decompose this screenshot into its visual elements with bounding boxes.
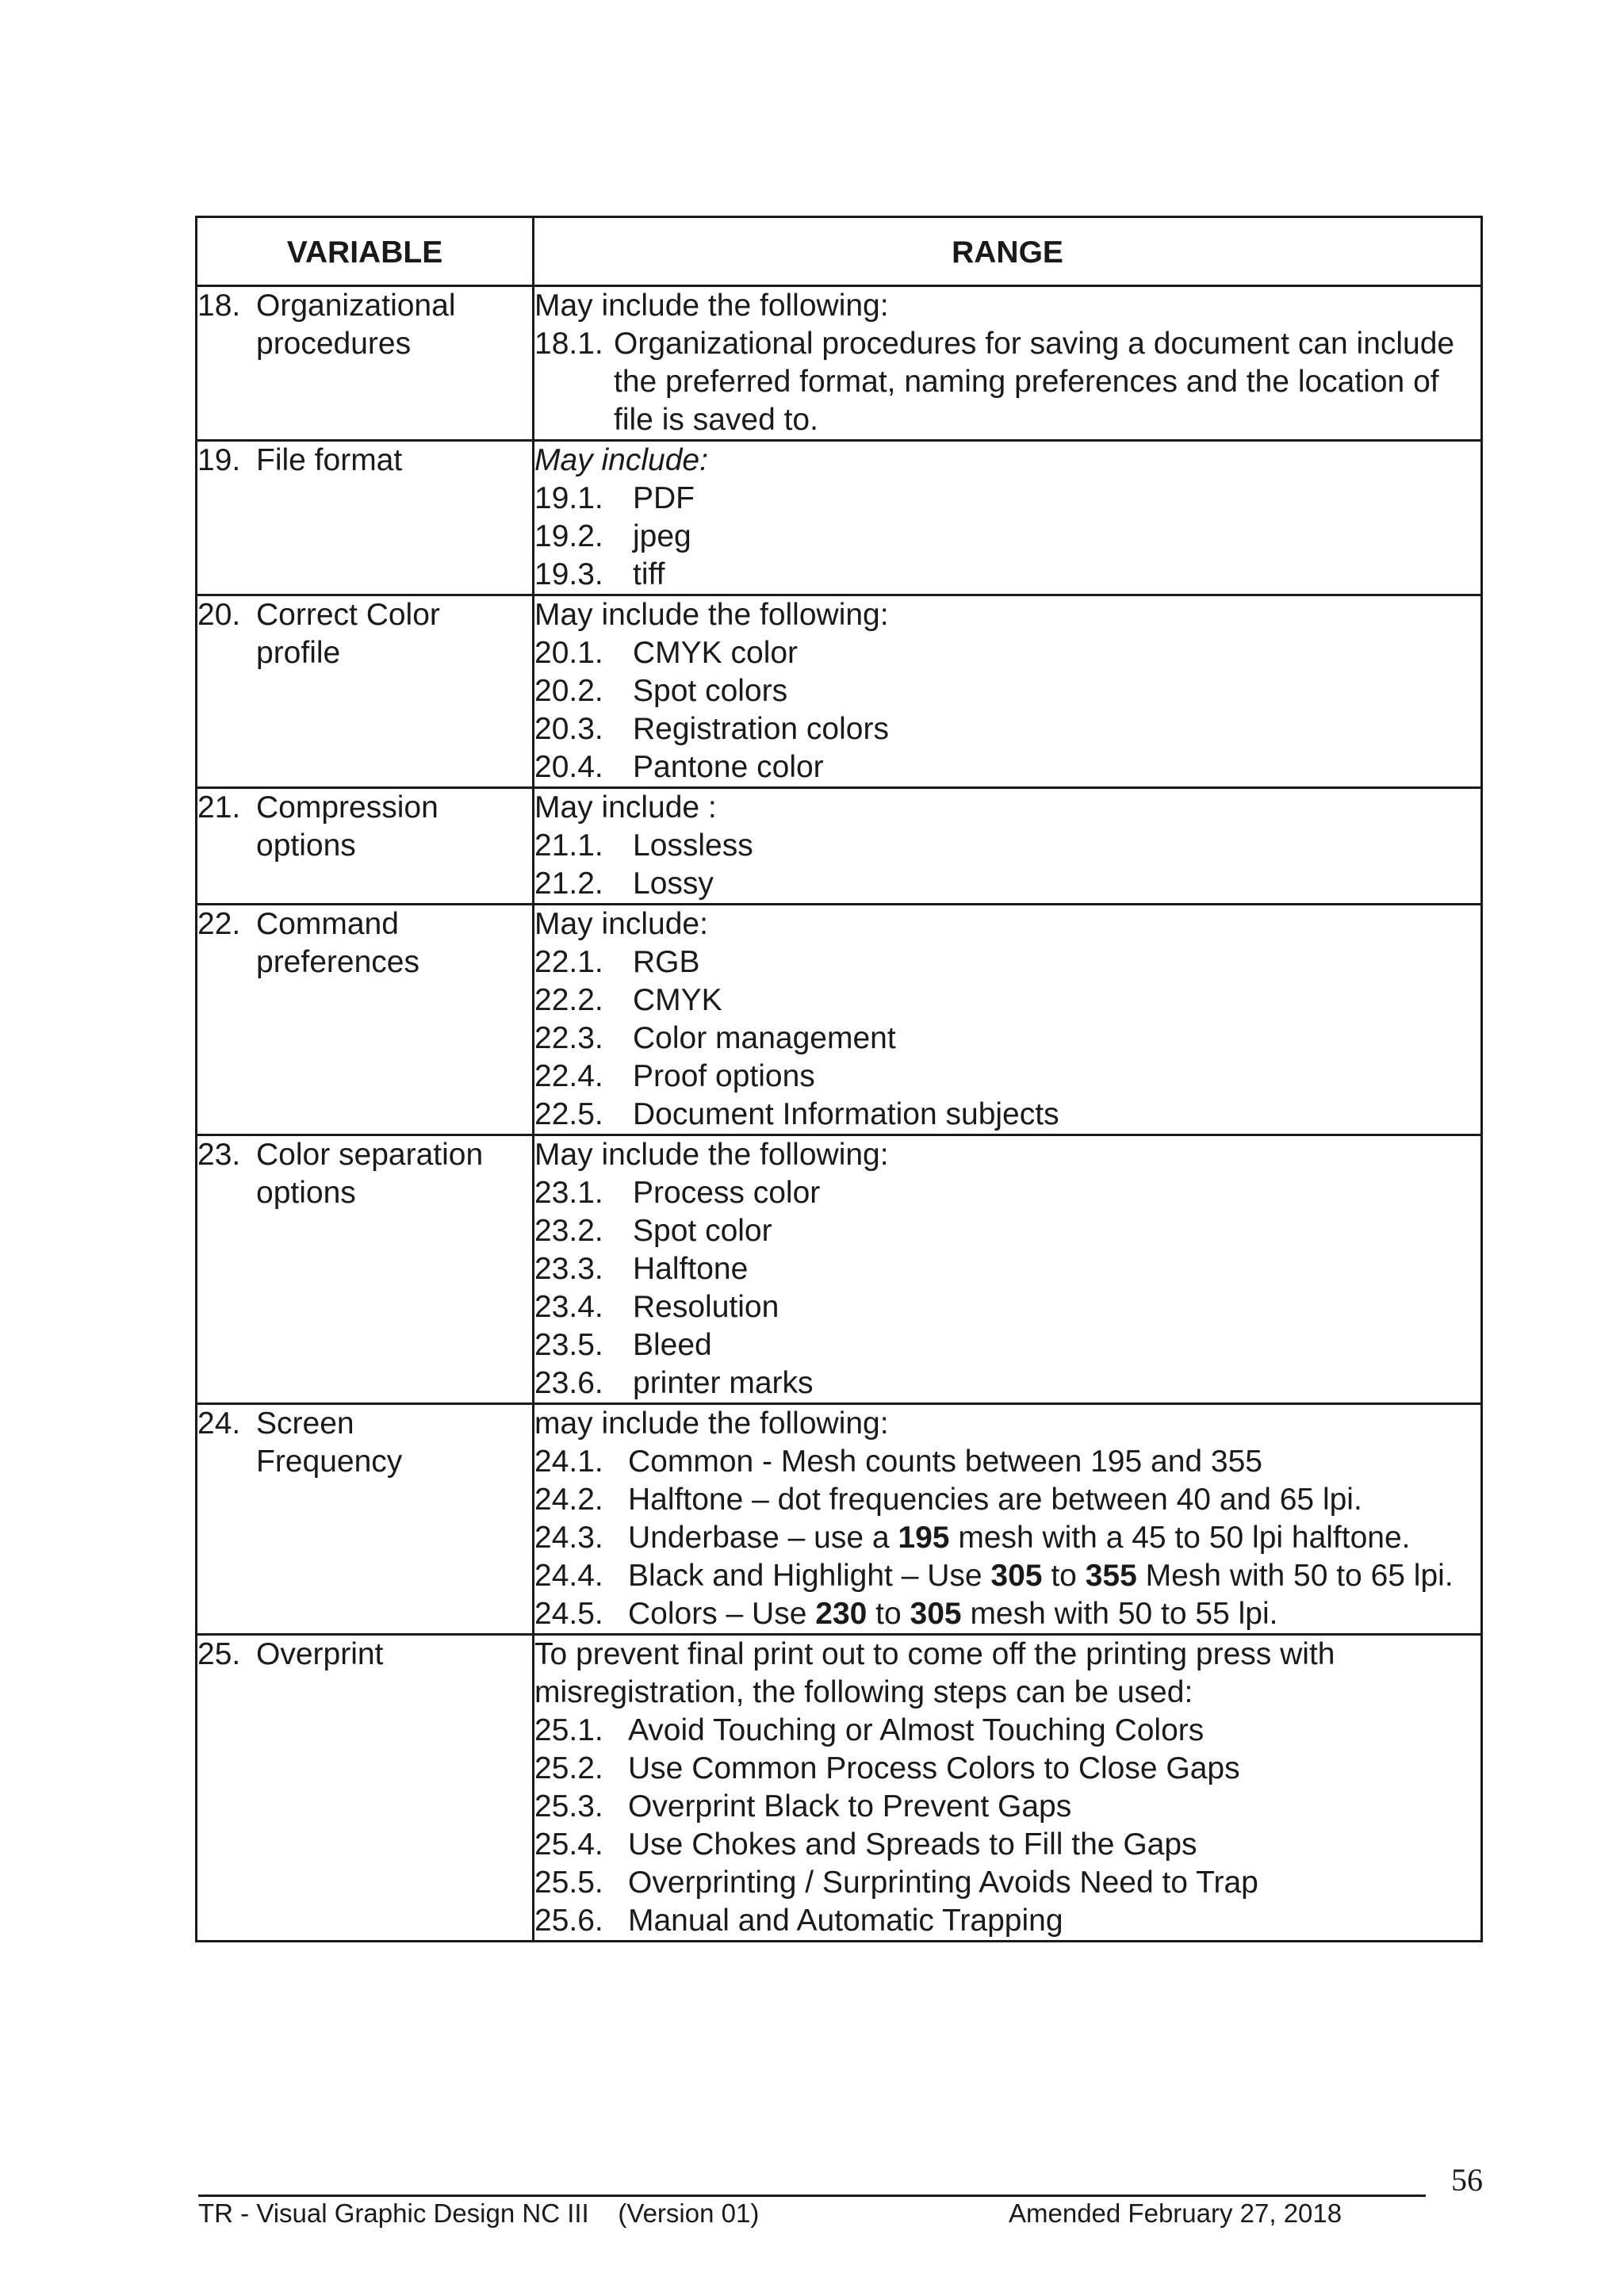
variable-cell: [197, 1635, 534, 1942]
range-item-text: Use Common Process Colors to Close Gaps: [628, 1751, 1240, 1785]
range-item-text: PDF: [633, 481, 695, 515]
range-item-text-part: Mesh with 50 to 65 lpi.: [1136, 1559, 1454, 1593]
variable-cell: [197, 1135, 534, 1404]
range-item-text: Pantone color: [633, 750, 824, 784]
variable-number: 18.: [197, 289, 241, 323]
range-cell: [534, 788, 1482, 905]
range-item-emphasis: 195: [898, 1521, 950, 1555]
footer-amended-date: Amended February 27, 2018: [1009, 2198, 1342, 2228]
range-item-number: 19.1.: [534, 481, 603, 515]
range-intro: May include the following:: [534, 598, 889, 632]
range-intro: To prevent final print out to come off the printing press with misregistration, the following steps can be used:: [534, 1637, 1335, 1709]
range-item-number: 24.3.: [534, 1521, 603, 1555]
range-item: [534, 1058, 1480, 1096]
range-item-text: [628, 1519, 1480, 1557]
range-item-text: Overprint Black to Prevent Gaps: [628, 1789, 1072, 1823]
range-item-text: Lossy: [633, 867, 714, 901]
range-item-number: 19.2.: [534, 519, 603, 553]
range-item-text-part: Black and Highlight – Use: [628, 1559, 991, 1593]
range-item-number: 21.2.: [534, 867, 603, 901]
range-item-text: Avoid Touching or Almost Touching Colors: [628, 1713, 1205, 1747]
range-intro: May include:: [534, 907, 708, 941]
range-item: [534, 982, 1480, 1020]
range-item: [534, 865, 1480, 903]
variable-name-line: Color separation: [256, 1138, 484, 1172]
range-item-number: 23.1.: [534, 1176, 603, 1210]
range-item-text: Organizational procedures for saving a document can include the preferred format, naming preferences and the location of file is saved to.: [614, 327, 1455, 437]
range-item-number: 19.3.: [534, 557, 603, 591]
variable-name-line: Compression: [256, 790, 439, 825]
range-item-text: Use Chokes and Spreads to Fill the Gaps: [628, 1827, 1197, 1862]
range-item: [534, 1712, 1480, 1750]
table-row: [197, 595, 1482, 788]
variable-cell: [197, 441, 534, 595]
range-item-text: RGB: [633, 945, 700, 979]
footer-document-title: TR - Visual Graphic Design NC III (Version 01): [198, 2198, 760, 2228]
variable-name-line: profile: [256, 636, 341, 670]
range-item: [534, 634, 1480, 672]
range-item: [534, 1020, 1480, 1058]
range-item-number: 22.5.: [534, 1097, 603, 1131]
variable-number: 20.: [197, 598, 241, 632]
table-row: [197, 1635, 1482, 1942]
variable-cell: [197, 905, 534, 1135]
variable-number: 22.: [197, 907, 241, 941]
range-item-text: [628, 1443, 1480, 1481]
variable-cell: [197, 1404, 534, 1635]
range-item-text: tiff: [633, 557, 665, 591]
range-item: [534, 1864, 1480, 1902]
range-intro: May include:: [534, 443, 708, 477]
range-item-text: Registration colors: [633, 712, 889, 746]
range-item: [534, 325, 1480, 439]
range-item: [534, 827, 1480, 865]
range-item-number: 25.4.: [534, 1827, 603, 1862]
range-item-text-part: Halftone – dot frequencies are between 40 and 65 lpi.: [628, 1483, 1362, 1517]
range-item: [534, 1443, 1480, 1481]
range-intro: May include the following:: [534, 1138, 889, 1172]
range-item-text-part: mesh with 50 to 55 lpi.: [961, 1597, 1278, 1631]
range-item-number: 25.3.: [534, 1789, 603, 1823]
range-item-text: CMYK color: [633, 636, 799, 670]
range-item: [534, 1557, 1480, 1595]
range-item-number: 22.2.: [534, 983, 603, 1017]
table-row: [197, 1135, 1482, 1404]
range-item-text-part: to: [867, 1597, 910, 1631]
range-cell: [534, 286, 1482, 441]
footer-rule: [198, 2195, 1426, 2197]
header-range: RANGE: [534, 217, 1482, 286]
range-item-number: 25.1.: [534, 1713, 603, 1747]
range-item-text: Halftone: [633, 1252, 749, 1286]
range-item-number: 22.1.: [534, 945, 603, 979]
range-item: [534, 1288, 1480, 1326]
range-item-text: Color management: [633, 1021, 896, 1055]
range-item: [534, 1250, 1480, 1288]
range-item-text: Overprinting / Surprinting Avoids Need to Trap: [628, 1866, 1258, 1900]
variable-name-line: Overprint: [256, 1637, 384, 1671]
range-item-number: 21.1.: [534, 828, 603, 863]
range-item-text: Manual and Automatic Trapping: [628, 1904, 1063, 1938]
range-item-text-part: Common - Mesh counts between 195 and 355: [628, 1445, 1262, 1479]
range-item: [534, 556, 1480, 594]
variable-number: 23.: [197, 1138, 241, 1172]
table-body: [197, 286, 1482, 1942]
range-intro: May include the following:: [534, 289, 889, 323]
range-item: [534, 1212, 1480, 1250]
page-number: 56: [1451, 2162, 1483, 2198]
range-item-text-part: Underbase – use a: [628, 1521, 898, 1555]
range-item-number: 25.2.: [534, 1751, 603, 1785]
table-row: [197, 1404, 1482, 1635]
range-item-text: Resolution: [633, 1290, 779, 1324]
range-item-number: 25.6.: [534, 1904, 603, 1938]
range-item-text: Spot colors: [633, 674, 788, 708]
range-item-text: CMYK: [633, 983, 722, 1017]
range-item: [534, 672, 1480, 710]
range-cell: [534, 441, 1482, 595]
range-item: [534, 1826, 1480, 1864]
variable-name-line: options: [256, 828, 356, 863]
range-item-text: Process color: [633, 1176, 821, 1210]
range-item-number: 24.2.: [534, 1483, 603, 1517]
range-table: [195, 216, 1483, 1942]
range-item-text-part: mesh with a 45 to 50 lpi halftone.: [949, 1521, 1411, 1555]
range-item: [534, 1750, 1480, 1788]
range-item-number: 24.4.: [534, 1559, 603, 1593]
range-item: [534, 1595, 1480, 1633]
range-item-text: printer marks: [633, 1366, 814, 1400]
table-header-row: [197, 217, 1482, 286]
table-row: [197, 905, 1482, 1135]
range-item: [534, 943, 1480, 982]
range-item-emphasis: 355: [1085, 1559, 1137, 1593]
range-item: [534, 1902, 1480, 1940]
range-item-number: 23.2.: [534, 1214, 603, 1248]
range-cell: [534, 1635, 1482, 1942]
range-item-emphasis: 305: [910, 1597, 962, 1631]
range-item-number: 23.5.: [534, 1328, 603, 1362]
variable-name-line: Screen: [256, 1406, 354, 1441]
variable-number: 25.: [197, 1637, 241, 1671]
range-item-number: 18.1.: [534, 327, 603, 361]
range-item-emphasis: 305: [990, 1559, 1043, 1593]
range-item-number: 23.4.: [534, 1290, 603, 1324]
range-item-number: 20.2.: [534, 674, 603, 708]
variable-number: 21.: [197, 790, 241, 825]
range-item-number: 24.5.: [534, 1597, 603, 1631]
range-item: [534, 518, 1480, 556]
variable-name-line: options: [256, 1176, 356, 1210]
range-item-number: 24.1.: [534, 1445, 603, 1479]
range-item: [534, 1519, 1480, 1557]
range-item: [534, 1481, 1480, 1519]
variable-name-line: File format: [256, 443, 403, 477]
range-item-number: 20.4.: [534, 750, 603, 784]
range-cell: [534, 905, 1482, 1135]
range-item-text-part: to: [1042, 1559, 1086, 1593]
variable-cell: [197, 788, 534, 905]
range-cell: [534, 1404, 1482, 1635]
variable-number: 19.: [197, 443, 241, 477]
range-cell: [534, 595, 1482, 788]
variable-name-line: preferences: [256, 945, 419, 979]
table-row: [197, 441, 1482, 595]
range-item-number: 23.3.: [534, 1252, 603, 1286]
range-item-emphasis: 230: [815, 1597, 868, 1631]
range-item-text: jpeg: [633, 519, 691, 553]
range-item-text: Lossless: [633, 828, 753, 863]
header-variable: VARIABLE: [197, 217, 534, 286]
table-row: [197, 286, 1482, 441]
variable-name-line: procedures: [256, 327, 412, 361]
range-item-number: 22.4.: [534, 1059, 603, 1093]
range-item-text: Bleed: [633, 1328, 712, 1362]
variable-number: 24.: [197, 1406, 241, 1441]
range-item-text: [628, 1481, 1480, 1519]
range-intro: May include :: [534, 790, 717, 825]
variable-name-line: Organizational: [256, 289, 456, 323]
range-item: [534, 480, 1480, 518]
range-item-number: 23.6.: [534, 1366, 603, 1400]
range-item-text: Spot color: [633, 1214, 772, 1248]
range-item-text-part: Colors – Use: [628, 1597, 816, 1631]
range-item-number: 20.3.: [534, 712, 603, 746]
variable-cell: [197, 286, 534, 441]
variable-name-line: Correct Color: [256, 598, 440, 632]
range-item-text: Document Information subjects: [633, 1097, 1059, 1131]
range-item: [534, 710, 1480, 748]
range-cell: [534, 1135, 1482, 1404]
variable-name-line: Frequency: [256, 1445, 403, 1479]
range-item-number: 20.1.: [534, 636, 603, 670]
range-item-number: 25.5.: [534, 1866, 603, 1900]
range-item: [534, 1096, 1480, 1134]
range-item: [534, 748, 1480, 786]
range-item: [534, 1364, 1480, 1402]
variable-name-line: Command: [256, 907, 399, 941]
range-item: [534, 1174, 1480, 1212]
range-item: [534, 1326, 1480, 1364]
variable-cell: [197, 595, 534, 788]
range-item-text: [628, 1595, 1480, 1633]
range-item-text: [628, 1557, 1480, 1595]
range-item: [534, 1788, 1480, 1826]
range-item-number: 22.3.: [534, 1021, 603, 1055]
range-item-text: Proof options: [633, 1059, 815, 1093]
range-intro: may include the following:: [534, 1406, 889, 1441]
table-row: [197, 788, 1482, 905]
